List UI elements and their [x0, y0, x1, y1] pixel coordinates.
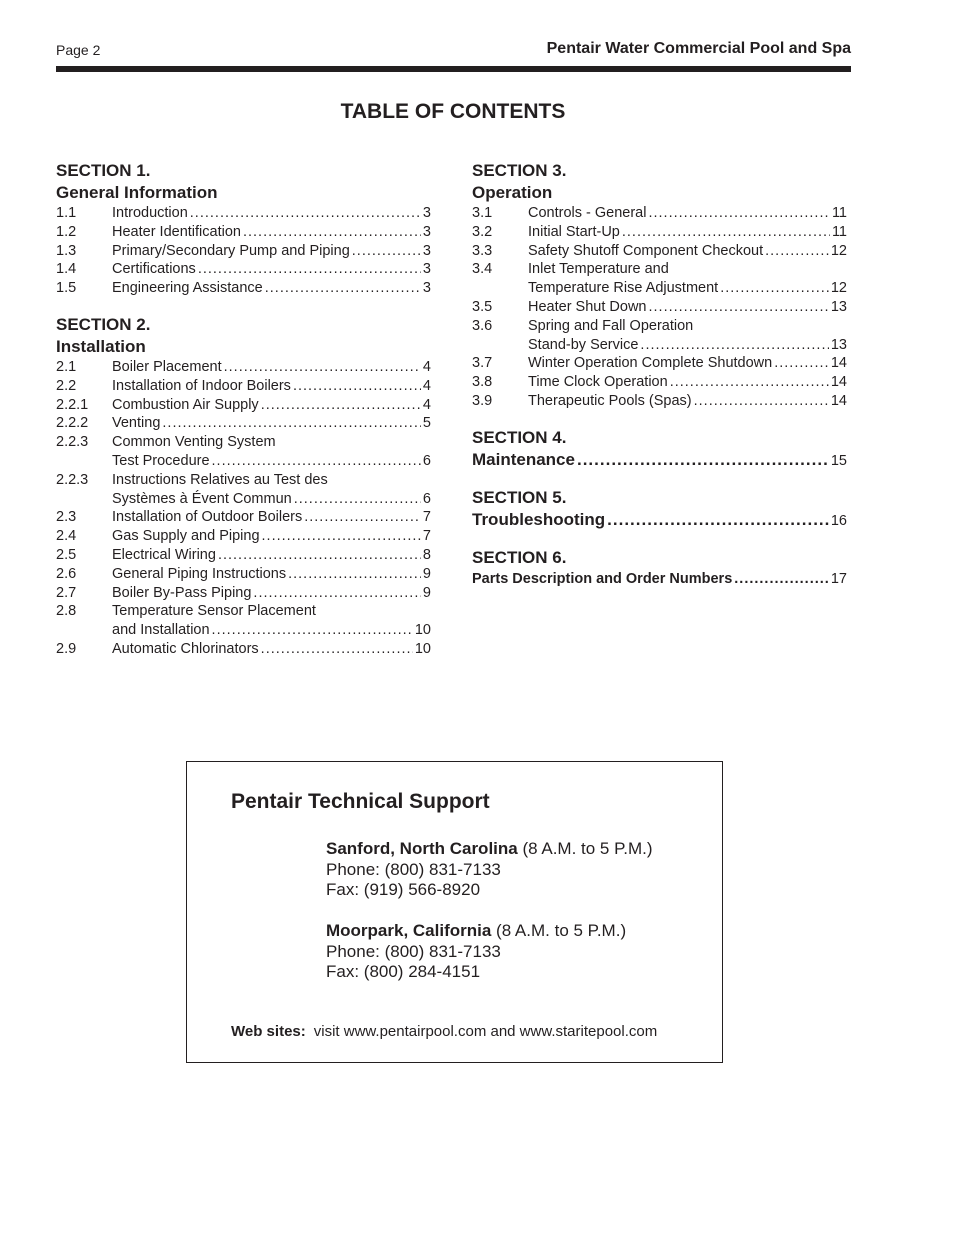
entry-number: 2.5: [56, 546, 77, 563]
toc-entry[interactable]: [472, 223, 847, 242]
entry-label: Certifications: [112, 261, 196, 278]
entry-number-spacer: [56, 621, 112, 640]
entry-label: Therapeutic Pools (Spas): [528, 392, 692, 409]
toc-entry[interactable]: [472, 242, 847, 261]
office-moorpark: [326, 921, 626, 983]
toc-section-5: [472, 487, 847, 531]
entry-label: Winter Operation Complete Shutdown: [528, 355, 773, 372]
entry-number-spacer: [472, 279, 528, 298]
entry-number: 3.3: [472, 242, 493, 259]
entry-number: 2.8: [56, 603, 77, 620]
office-fax: Fax: (919) 566-8920: [326, 880, 481, 900]
section-heading: SECTION 1.: [56, 161, 151, 180]
entry-label: Engineering Assistance: [112, 280, 263, 297]
entry-label: Stand-by Service: [528, 336, 639, 353]
entry-page: 3: [422, 223, 431, 240]
leader-dots: [670, 373, 829, 392]
entry-label: Troubleshooting: [472, 509, 606, 529]
section-heading: SECTION 5.: [472, 487, 567, 507]
leader-dots: [190, 204, 421, 223]
entry-page: 9: [422, 565, 431, 582]
entry-page: 4: [422, 396, 431, 413]
leader-dots: [648, 204, 829, 223]
toc-section-4: [472, 427, 847, 471]
leader-dots: [577, 450, 829, 470]
toc-entry[interactable]: [56, 584, 431, 603]
entry-page: 9: [422, 584, 431, 601]
toc-entry[interactable]: [56, 508, 431, 527]
leader-dots: [218, 546, 421, 565]
entry-page: 6: [422, 490, 431, 507]
entry-label: Boiler By-Pass Piping: [112, 584, 252, 601]
entry-number: 1.5: [56, 280, 77, 297]
entry-number: 1.2: [56, 223, 77, 240]
entry-label: Automatic Chlorinators: [112, 640, 259, 657]
office-name: Moorpark, California: [326, 921, 492, 940]
entry-page: 12: [830, 242, 847, 259]
leader-dots: [294, 490, 421, 509]
entry-number: 3.9: [472, 392, 493, 409]
toc-entry-continuation[interactable]: [56, 490, 431, 509]
toc-entry[interactable]: [56, 565, 431, 584]
entry-number: 3.7: [472, 355, 493, 372]
toc-entry[interactable]: [56, 260, 431, 279]
entry-page: 10: [414, 640, 431, 657]
leader-dots: [293, 377, 421, 396]
section-subheading: General Information: [56, 183, 218, 202]
toc-entry[interactable]: [472, 392, 847, 411]
entry-page: 5: [422, 415, 431, 432]
entry-label: Time Clock Operation: [528, 374, 668, 391]
toc-left-column: [56, 160, 431, 675]
toc-entry-continuation[interactable]: [56, 621, 431, 640]
entry-page: 6: [422, 452, 431, 469]
entry-number: 1.3: [56, 242, 77, 259]
entry-label: Instructions Relatives au Test des: [112, 471, 328, 488]
entry-number-spacer: [472, 336, 528, 355]
leader-dots: [261, 396, 421, 415]
toc-entry[interactable]: [472, 204, 847, 223]
entry-number: 2.4: [56, 528, 77, 545]
leader-dots: [288, 565, 421, 584]
leader-dots: [253, 584, 421, 603]
office-phone: Phone: (800) 831-7133: [326, 941, 501, 961]
leader-dots: [765, 242, 829, 261]
entry-label: Common Venting System: [112, 434, 276, 451]
toc-entry[interactable]: [56, 433, 431, 452]
toc-section-6: [472, 547, 847, 589]
page-title: TABLE OF CONTENTS: [340, 100, 566, 123]
toc-right-column: [472, 160, 847, 605]
company-header: Pentair Water Commercial Pool and Spa: [546, 40, 851, 57]
toc-entry-continuation[interactable]: [472, 336, 847, 355]
entry-number: 2.2: [56, 377, 77, 394]
entry-number: 3.5: [472, 298, 493, 315]
toc-entry[interactable]: [56, 358, 431, 377]
header-rule: [56, 66, 851, 72]
entry-label: Introduction: [112, 205, 188, 221]
leader-dots: [622, 223, 830, 242]
entry-number: 2.9: [56, 640, 77, 657]
leader-dots: [352, 242, 421, 261]
entry-label: Temperature Sensor Placement: [112, 603, 316, 620]
entry-page: 14: [830, 355, 847, 372]
entry-label: Systèmes à Évent Commun: [112, 490, 292, 507]
leader-dots: [734, 569, 829, 589]
section-subheading: Operation: [472, 183, 553, 202]
toc-entry-continuation[interactable]: [472, 279, 847, 298]
leader-dots: [212, 452, 421, 471]
web-sites: [231, 1023, 657, 1040]
leader-dots: [198, 260, 421, 279]
toc-entry[interactable]: [56, 546, 431, 565]
entry-page: 15: [830, 452, 847, 469]
entry-label: Boiler Placement: [112, 358, 222, 375]
entry-page: 11: [831, 223, 847, 240]
section-heading: SECTION 2.: [56, 314, 151, 334]
office-sanford: [326, 839, 653, 901]
entry-number: 2.2.3: [56, 434, 89, 451]
entry-label: General Piping Instructions: [112, 565, 287, 582]
toc-section-1: [56, 160, 431, 298]
toc-section-2: [56, 314, 431, 659]
entry-number: 2.7: [56, 584, 77, 601]
leader-dots: [774, 354, 829, 373]
section-subheading: Installation: [56, 336, 146, 356]
entry-label: Venting: [112, 415, 161, 432]
entry-page: 4: [422, 377, 431, 394]
entry-label: Electrical Wiring: [112, 546, 216, 563]
leader-dots: [212, 621, 413, 640]
entry-page: 7: [422, 528, 431, 545]
entry-number: 2.2.3: [56, 471, 89, 488]
toc-section-3: [472, 160, 847, 411]
technical-support-box: [186, 761, 723, 1063]
toc-entry[interactable]: [472, 354, 847, 373]
entry-number: 3.2: [472, 223, 493, 240]
toc-entry[interactable]: [56, 602, 431, 621]
leader-dots: [262, 527, 421, 546]
entry-page: 3: [422, 205, 431, 221]
leader-dots: [261, 640, 413, 659]
support-title: Pentair Technical Support: [231, 790, 490, 813]
leader-dots: [648, 298, 828, 317]
office-name: Sanford, North Carolina: [326, 839, 518, 858]
leader-dots: [265, 279, 421, 298]
entry-label: Spring and Fall Operation: [528, 317, 694, 334]
toc-entry[interactable]: [56, 242, 431, 261]
leader-dots: [694, 392, 829, 411]
toc-entry[interactable]: [56, 377, 431, 396]
entry-label: Installation of Outdoor Boilers: [112, 509, 303, 526]
entry-label: Initial Start-Up: [528, 223, 620, 240]
entry-label: Temperature Rise Adjustment: [528, 280, 719, 297]
entry-page: 14: [830, 392, 847, 409]
office-hours: (8 A.M. to 5 P.M.): [517, 839, 653, 858]
entry-page: 13: [830, 336, 847, 353]
entry-number: 1.4: [56, 261, 77, 278]
leader-dots: [304, 508, 421, 527]
office-fax: Fax: (800) 284-4151: [326, 962, 481, 982]
entry-page: 7: [422, 509, 431, 526]
entry-number-spacer: [56, 490, 112, 509]
section-heading: SECTION 4.: [472, 427, 567, 447]
leader-dots: [243, 223, 421, 242]
entry-page: 8: [422, 546, 431, 563]
entry-label: Gas Supply and Piping: [112, 528, 260, 545]
entry-number: 2.1: [56, 358, 77, 375]
entry-label: and Installation: [112, 622, 210, 639]
entry-label: Combustion Air Supply: [112, 396, 259, 413]
entry-label: Primary/Secondary Pump and Piping: [112, 242, 350, 259]
web-sites-text[interactable]: visit www.pentairpool.com and www.staritepool.com: [313, 1023, 658, 1040]
entry-label: Maintenance: [472, 449, 575, 469]
leader-dots: [640, 336, 828, 355]
entry-number: 3.8: [472, 374, 493, 391]
web-sites-label: Web sites:: [231, 1023, 306, 1040]
entry-label: Heater Identification: [112, 223, 241, 240]
toc-entry[interactable]: [56, 640, 431, 659]
toc-entry[interactable]: [56, 204, 431, 223]
leader-dots: [162, 414, 421, 433]
toc-entry[interactable]: [56, 527, 431, 546]
section-heading: SECTION 6.: [472, 547, 567, 567]
entry-number: 2.2.2: [56, 415, 89, 432]
entry-label: Heater Shut Down: [528, 298, 647, 315]
entry-label: Safety Shutoff Component Checkout: [528, 242, 764, 259]
entry-number: 3.4: [472, 261, 493, 278]
entry-page: 3: [422, 280, 431, 297]
entry-label: Controls - General: [528, 205, 647, 221]
toc-entry[interactable]: [472, 449, 847, 471]
entry-number: 2.6: [56, 565, 77, 582]
entry-page: 13: [830, 298, 847, 315]
entry-page: 3: [422, 261, 431, 278]
entry-label: Test Procedure: [112, 452, 210, 469]
entry-label: Installation of Indoor Boilers: [112, 377, 291, 394]
leader-dots: [607, 510, 829, 530]
entry-page: 4: [422, 358, 431, 375]
entry-label: Parts Description and Order Numbers: [472, 570, 733, 587]
toc-entry[interactable]: [56, 396, 431, 415]
entry-number: 1.1: [56, 205, 77, 221]
entry-page: 14: [830, 374, 847, 391]
entry-number-spacer: [56, 452, 112, 471]
toc-entry[interactable]: [472, 509, 847, 531]
entry-number: 3.6: [472, 317, 493, 334]
entry-page: 11: [831, 205, 847, 221]
leader-dots: [224, 358, 421, 377]
entry-page: 3: [422, 242, 431, 259]
toc-entry[interactable]: [472, 373, 847, 392]
toc-entry[interactable]: [472, 298, 847, 317]
entry-number: 2.3: [56, 509, 77, 526]
toc-entry[interactable]: [56, 223, 431, 242]
page-number: Page 2: [56, 42, 101, 58]
entry-page: 10: [414, 622, 431, 639]
toc-entry[interactable]: [56, 471, 431, 490]
entry-page: 16: [830, 512, 847, 529]
office-phone: Phone: (800) 831-7133: [326, 859, 501, 879]
entry-page: 17: [830, 570, 847, 587]
toc-entry-continuation[interactable]: [56, 452, 431, 471]
toc-entry[interactable]: [56, 279, 431, 298]
office-hours: (8 A.M. to 5 P.M.): [491, 921, 627, 940]
entry-number: 2.2.1: [56, 396, 89, 413]
entry-number: 3.1: [472, 205, 493, 221]
leader-dots: [720, 279, 829, 298]
entry-label: Inlet Temperature and: [528, 261, 669, 278]
entry-page: 12: [830, 280, 847, 297]
toc-entry[interactable]: [472, 260, 847, 279]
toc-entry[interactable]: [472, 569, 847, 589]
section-heading: SECTION 3.: [472, 161, 567, 180]
toc-entry[interactable]: [472, 317, 847, 336]
toc-entry[interactable]: [56, 414, 431, 433]
